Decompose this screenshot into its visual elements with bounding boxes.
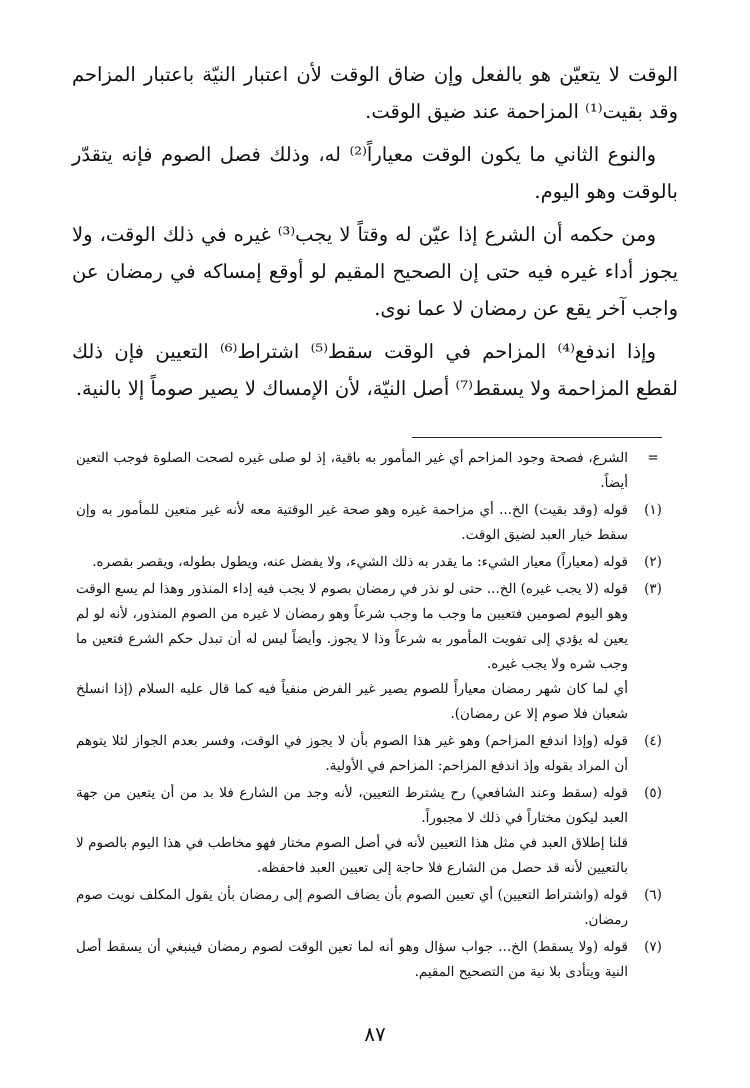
footnote-text: قوله (وقد بقيت) الخ... أي مزاحمة غيره وهو صحة غير الوقتية معه لأنه غير متعين للمأمور به وإن سقط خيار العبد لضيق الوقت. (76, 502, 628, 543)
footnote-7 (76, 935, 678, 985)
footnote-text: قوله (ولا يسقط) الخ... جواب سؤال وهو أنه لما تعين الوقت لصوم رمضان فينبغي أن يسقط أصل النية ويتأدى بلا نية من التصحيح المقيم. (76, 939, 628, 980)
footnote-text-continued: أي لما كان شهر رمضان معياراً للصوم يصير غير الفرض منفياً فيه كما قال عليه السلام (إذا انسلخ شعبان فلا صوم إلا عن رمضان). (76, 681, 628, 722)
footnote-1 (76, 498, 678, 548)
main-paragraph-4: وإذا اندفع⁽⁴⁾ المزاحم في الوقت سقط⁽⁵⁾ اشتراط⁽⁶⁾ التعيين فإن ذلك لقطع المزاحمة ولا يسقط⁽⁷⁾ أصل النيّة، لأن الإمساك لا يصير صوماً إلا بالنية. (72, 340, 678, 400)
footnote-marker: = (647, 450, 659, 466)
footnote-marker: (٧) (644, 939, 662, 955)
footnote-marker: (٤) (644, 733, 662, 749)
footnote-3 (76, 577, 678, 727)
footnote-text: قوله (واشتراط التعيين) أي تعيين الصوم بأن يضاف الصوم إلى رمضان بأن يقول المكلف نويت صوم رمضان. (76, 887, 628, 928)
footnote-text: قوله (لا يجب غيره) الخ... حتى لو نذر في رمضان بصوم لا يجب فيه إداء المنذور وهذا لم يسع الوقت وهو اليوم لصومين فتعيين ما وجب ما وجب شرعاً وهو رمضان لا غيره من الصوم المنذور، لأنه لو لم يعين له يؤدي إلى تفويت المأمور به شرعاً وذا لا يجوز. وأيضاً ليس له أن تبدل حكم الشرع فتعين ما وجب شره ولا يجب غيره. (76, 581, 628, 672)
footnote-text: الشرع، فصحة وجود المزاحم أي غير المأمور به باقية، إذ لو صلى غيره لصحت الصلوة فوجب التعين أيضاً. (76, 450, 628, 491)
footnote-text: قوله (معياراً) معيار الشيء: ما يقدر به ذلك الشيء، ولا يفضل عنه، ويطول بطوله، ويقصر بقصره. (92, 554, 628, 570)
footnote-marker: (٥) (644, 785, 662, 801)
footnote-2 (76, 550, 678, 575)
footnote-marker: (٣) (644, 581, 662, 597)
footnote-text: قوله (سقط وعند الشافعي) رح يشترط التعيين، لأنه وجد من الشارع فلا بد من أن يتعين من جهة العبد ليكون مختاراً في ذلك لا مجبوراً. (76, 785, 628, 826)
footnote-6 (76, 883, 678, 933)
footnote-marker: (٦) (644, 887, 662, 903)
footnote-continuation (76, 446, 678, 496)
page-number: ٨٧ (364, 1022, 386, 1046)
main-paragraph-1: الوقت لا يتعيّن هو بالفعل وإن ضاق الوقت لأن اعتبار النيّة باعتبار المزاحم وقد بقيت⁽¹⁾ المزاحمة عند ضيق الوقت. (72, 63, 678, 123)
main-text-body (72, 56, 678, 413)
footnote-text: قوله (وإذا اندفع المزاحم) وهو غير هذا الصوم بأن لا يجوز في الوقت، وفسر بعدم الجواز لئلا يتوهم أن المراد بقوله وإذ اندفع المزاحم: المزاحم في الأولية. (76, 733, 628, 774)
footnote-marker: (٢) (644, 554, 662, 570)
footnote-separator (412, 437, 662, 438)
main-paragraph-2: والنوع الثاني ما يكون الوقت معياراً⁽²⁾ له، وذلك فصل الصوم فإنه يتقدّر بالوقت وهو اليوم. (72, 143, 678, 203)
footnote-marker: (١) (644, 502, 662, 518)
footnote-5 (76, 781, 678, 881)
footnote-text-continued: قلنا إطلاق العبد في مثل هذا التعيين لأنه في أصل الصوم مختار فهو مخاطب في هذا اليوم بالصوم لا بالتعيين لأنه قد حصل من الشارع فلا حاجة إلى تعيين العبد فاحفظه. (76, 835, 628, 876)
footnote-4 (76, 729, 678, 779)
main-paragraph-3: ومن حكمه أن الشرع إذا عيّن له وقتاً لا يجب⁽³⁾ غيره في ذلك الوقت، ولا يجوز أداء غيره فيه حتى إن الصحيح المقيم لو أوقع إمساكه في رمضان عن واجب آخر يقع عن رمضان لا عما نوى. (72, 223, 678, 320)
footnotes-section (76, 446, 678, 987)
